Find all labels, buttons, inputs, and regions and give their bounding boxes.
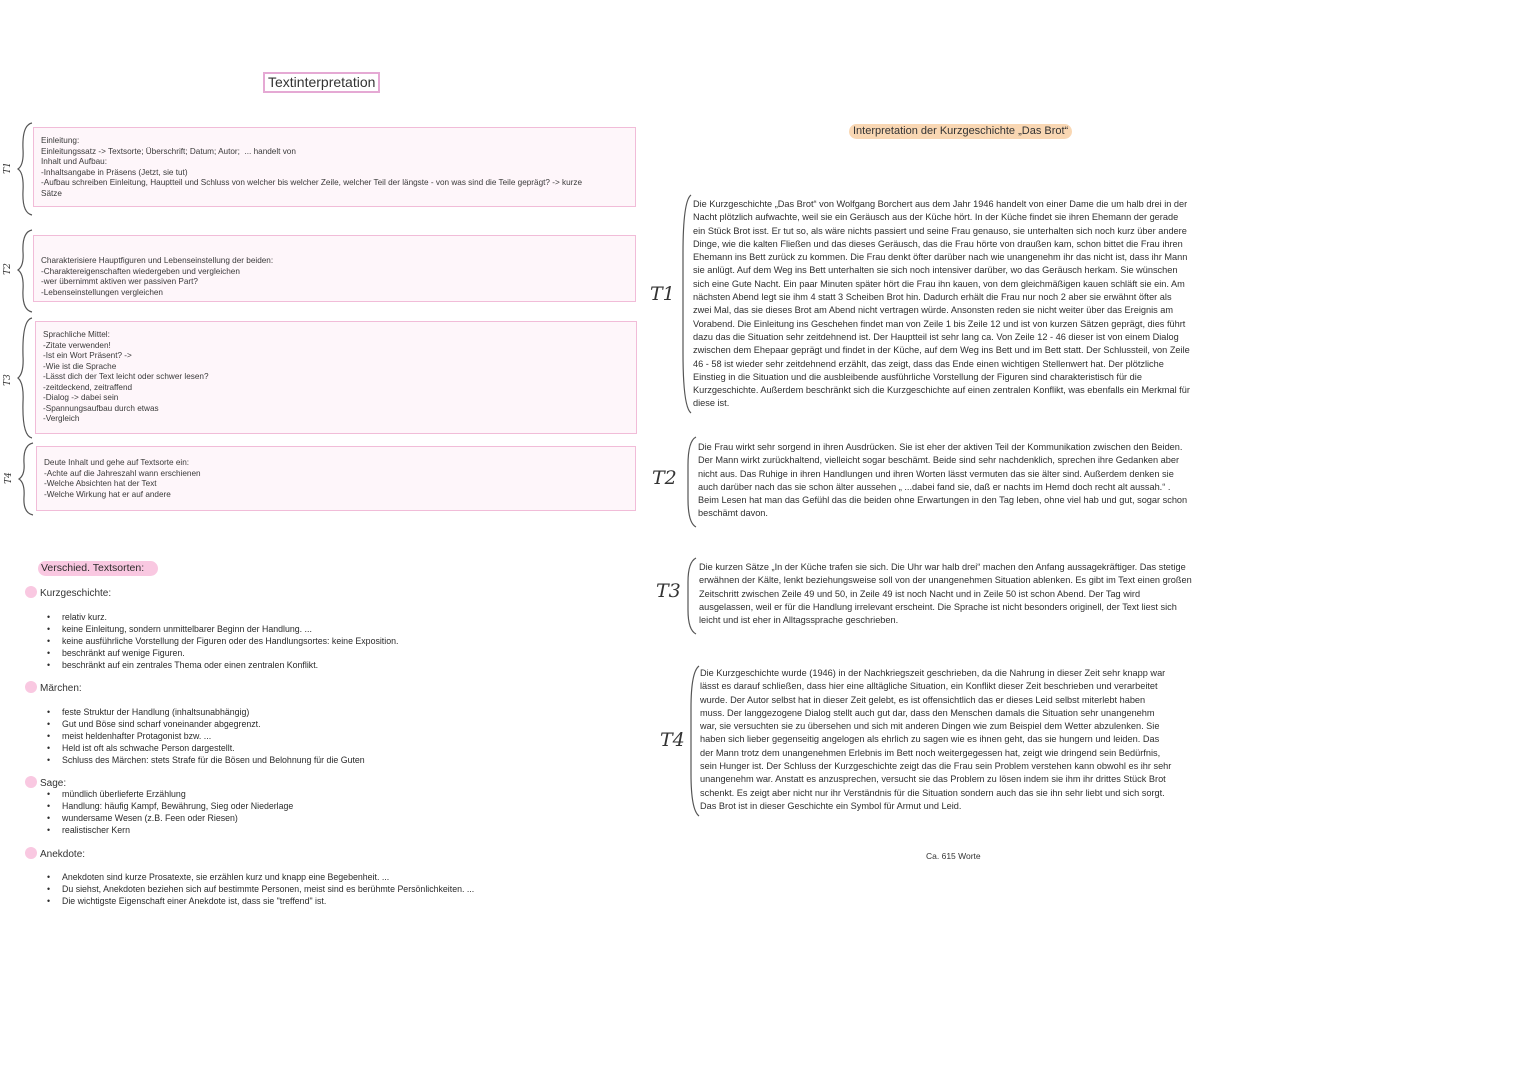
para-line: wurde. Der Autor selbst hat in dieser Zeit gelebt, es ist offensichtlich das er dieses Leid selbst miterlebt haben [700, 694, 1146, 705]
list-item: • beschränkt auf ein zentrales Thema oder einen zentralen Konflikt. [47, 659, 398, 671]
list-kurzgeschichte [47, 611, 398, 671]
box-line: -zeitdeckend, zeitraffend [43, 382, 133, 392]
list-item: • meist heldenhafter Protagonist bzw. ... [47, 730, 365, 742]
box-line: -Achte auf die Jahreszahl wann erschienen [44, 468, 201, 478]
para-line: nächsten Abend legt sie ihm 4 statt 3 Scheiben Brot hin. Dadurch erhält die Frau nur noch 2 aber sie erwähnt öfter als [693, 292, 1172, 303]
para-line: zwischen dem Ehepaar geprägt und findet in der Küche, auf dem Weg ins Bett und im Bett statt. Der Schlussteil, von Zeile [693, 345, 1190, 356]
brace-p2 [684, 435, 698, 529]
para-line: leicht und ist eher in Alltagssprache geschrieben. [699, 615, 899, 626]
para-line: Zeitschritt zwischen Zeile 49 und 50, in Zeile 49 ist noch Nacht und in Zeile 50 ist schon Abend. Der Tag wird [699, 588, 1141, 599]
textsorten-title: Verschied. Textsorten: [38, 561, 158, 576]
list-item: • Handlung: häufig Kampf, Bewährung, Sieg oder Niederlage [47, 800, 293, 812]
list-item: • Gut und Böse sind scharf voneinander abgegrenzt. [47, 718, 365, 730]
box-line: Sprachliche Mittel: [43, 330, 110, 339]
section-maerchen-head: Märchen: [40, 683, 82, 694]
box-line: Sätze [41, 188, 62, 198]
para-line: Dinge, wie die kalten Fließen und das dieses Geräusch, das die Frau hörte von draußen kam, schon bittet die Frau ihren [693, 238, 1183, 249]
para-line: Die Kurzgeschichte „Das Brot“ von Wolfgang Borchert aus dem Jahr 1946 handelt von einer Dame die um halb drei in der [693, 199, 1188, 209]
tag-t4-handwritten: T4 [660, 729, 685, 751]
tag-t2-handwritten: T2 [652, 467, 677, 489]
para-line: Ehemann ins Bett zurück zu kommen. Die Frau denkt öfter darüber nach wie unangenehm ihr das nicht ist, dass ihr Mann [693, 252, 1188, 263]
para-line: auch darüber nach das sie schon älter aussehen „ ...dabei fand sie, daß er nachts im Hemd doch recht alt aussah.“ . [698, 481, 1171, 492]
para-line: zwei Mal, das sie dieses Brot am Abend nicht vertragen würde. Ansonsten reden sie nicht weiter über das Ereignis am [693, 305, 1174, 316]
page-title: Textinterpretation [263, 72, 380, 93]
para-line: unangenehm war. Anstatt es anzusprechen, versucht sie das Problem zu lösen indem sie ihm ihr drittes Stück Brot [700, 774, 1166, 785]
box-line: -Wie ist die Sprache [43, 361, 117, 371]
bullet-dot-anekdote [25, 847, 37, 859]
box-deutung [36, 446, 636, 511]
tag-t2-label: T2 [2, 263, 13, 275]
para-line: schenkt. Es zeigt aber nicht nur ihr Verständnis für die Situation sondern auch das sie ihn sehr liebt und sich sorgt. [700, 787, 1165, 798]
box-line: Einleitungssatz -> Textsorte; Überschrift; Datum; Autor; ... handelt von [41, 146, 296, 156]
para-line: dazu das die Situation sehr zeitdehnend ist. Der Hauptteil ist sehr lang ca. Von Zeile 12 - 46 dieser ist von einem Dialog [693, 331, 1179, 342]
box-line: Deute Inhalt und gehe auf Textsorte ein: [44, 458, 190, 467]
box-line: -Zitate verwenden! [43, 340, 111, 350]
para-line: Der Mann wirkt zurückhaltend, vielleicht sogar beschämt. Beide sind sehr nachdenklich, sprechen ihre Gedanken aber [698, 455, 1180, 466]
list-item: • feste Struktur der Handlung (inhaltsunabhängig) [47, 706, 365, 718]
box-line: -Ist ein Wort Präsent? -> [43, 351, 132, 360]
list-item: • Du siehst, Anekdoten beziehen sich auf bestimmte Personen, meist sind es berühmte Persönlichkeiten. ... [47, 883, 474, 895]
para-line: Kurzgeschichte. Außerdem beschränkt sich die Kurzgeschichte auf einen zentralen Konflikt, was ebenfalls ein Merkmal für [693, 385, 1190, 396]
para-line: sie anlügt. Auf dem Weg ins Bett unterhalten sie sich noch intensiver darüber, wo das Geräusch herkam. Sie wünschen [693, 265, 1178, 276]
para-line: Die Frau wirkt sehr sorgend in ihren Ausdrücken. Sie ist eher der aktiven Teil der Kommunikation zwischen den Beiden. [698, 442, 1183, 452]
bullet-dot-kurzgeschichte [25, 586, 37, 598]
list-item: • Die wichtigste Eigenschaft einer Anekdote ist, dass sie "treffend" ist. [47, 895, 474, 907]
list-item: • mündlich überlieferte Erzählung [47, 788, 293, 800]
box-line: -Welche Absichten hat der Text [44, 479, 157, 488]
list-item: • wundersame Wesen (z.B. Feen oder Riesen) [47, 812, 293, 824]
list-anekdote [47, 871, 474, 907]
box-line: -Charaktereigenschaften wiedergeben und vergleichen [41, 266, 240, 276]
brace-t4 [16, 441, 36, 517]
section-sage-head: Sage: [40, 778, 67, 789]
box-line: -Spannungsaufbau durch etwas [43, 403, 159, 413]
tag-t3-label: T3 [2, 374, 13, 386]
para-line: 46 - 58 ist wieder sehr zeitdehnend erzählt, das zeigt, dass das Ende einen wichtigen Stellenwert hat. Der plötzliche [693, 358, 1164, 369]
interpretation-title: Interpretation der Kurzgeschichte „Das Brot“ [849, 124, 1072, 139]
section-kurzgeschichte-head: Kurzgeschichte: [40, 588, 112, 599]
para-line: beschämt davon. [698, 508, 768, 519]
list-item: • keine ausführliche Vorstellung der Figuren oder des Handlungsortes: keine Exposition. [47, 635, 398, 647]
para-line: der Mann trotz dem unangenehmen Erlebnis im Bett noch weitergegessen hat, zeigt wie dringend sein Bedürfnis, [700, 747, 1161, 758]
brace-t3 [15, 316, 35, 440]
list-item: • Schluss des Märchen: stets Strafe für die Bösen und Belohnung für die Guten [47, 754, 365, 766]
list-item: • relativ kurz. [47, 611, 398, 623]
box-line: -Welche Wirkung hat er auf andere [44, 489, 171, 499]
tag-t3-handwritten: T3 [656, 580, 681, 602]
paragraph-t4 [700, 667, 1240, 813]
box-line: -Aufbau schreiben Einleitung, Hauptteil und Schluss von welcher bis welcher Zeile, welcher Teil der längste - von was sind die Teile geprägt? -> kurze [41, 178, 583, 187]
box-line: -Vergleich [43, 414, 80, 423]
brace-t1 [15, 121, 35, 217]
box-line: -wer übernimmt aktiven wer passiven Part? [41, 277, 198, 286]
bullet-dot-maerchen [25, 681, 37, 693]
para-line: Das Brot ist in dieser Geschichte ein Symbol für Armut und Leid. [700, 800, 962, 811]
box-line: -Lässt dich der Text leicht oder schwer lesen? [43, 372, 209, 381]
list-item: • beschränkt auf wenige Figuren. [47, 647, 398, 659]
box-line: Einleitung: [41, 136, 80, 145]
list-item: • realistischer Kern [47, 824, 293, 836]
tag-t1-handwritten: T1 [650, 283, 675, 305]
box-charakterisierung [33, 235, 636, 302]
para-line: Beim Lesen hat man das Gefühl das die beiden ohne Erwartungen in den Tag leben, ohne viel hab und gut, sogar schon [698, 495, 1188, 506]
list-item: • keine Einleitung, sondern unmittelbarer Beginn der Handlung. ... [47, 623, 398, 635]
box-line: -Lebenseinstellungen vergleichen [41, 287, 163, 297]
para-line: muss. Der langgezogene Dialog stellt auch gut dar, dass den Menschen damals die Situation sehr unangenehm [700, 707, 1155, 718]
brace-p4 [687, 664, 701, 818]
para-line: diese ist. [693, 398, 730, 409]
para-line: nicht aus. Das Ruhige in ihren Handlungen und ihren Worten lässt vermuten das sie älter sind. Außerdem denken sie [698, 468, 1174, 479]
para-line: war, sie versuchten sie zu übersehen und sich mit anderen Dingen wie zum Beispiel dem Wetter abzulenken. Sie [700, 721, 1160, 732]
para-line: Vorabend. Die Einleitung ins Geschehen findet man von Zeile 1 bis Zeile 12 und ist von kurzen Sätzen geprägt, dies führt [693, 318, 1186, 329]
box-sprachliche-mittel [35, 321, 637, 434]
para-line: ein Stück Brot isst. Er tut so, als wäre nichts passiert und seine Frau genauso, sie unterhalten sich noch kurz über andere [693, 225, 1187, 236]
para-line: haben sich lieber gegenseitig angelogen als ehrlich zu sagen wie es ihnen geht, das sie hungern und leiden. Das [700, 734, 1160, 745]
box-line: Inhalt und Aufbau: [41, 157, 108, 166]
list-sage [47, 788, 293, 836]
para-line: Einstieg in die Situation und die ausbleibende ausführliche Vorstellung der Figuren sind charakteristisch für die [693, 371, 1142, 382]
brace-p1 [679, 193, 693, 415]
paragraph-t3 [699, 561, 1254, 627]
para-line: sich eine Gute Nacht. Ein paar Minuten später hört die Frau ihn kauen, von dem gleichmäßigen kauen schläft sie ein. Am [693, 278, 1185, 289]
bullet-dot-sage [25, 776, 37, 788]
para-line: lässt es darauf schließen, dass hier eine alltägliche Situation, ein Konflikt dieser Zeit beschrieben und verarbeitet [700, 681, 1158, 692]
list-maerchen [47, 706, 365, 766]
brace-t2 [15, 228, 35, 314]
para-line: Die kurzen Sätze „In der Küche trafen sie sich. Die Uhr war halb drei“ machen den Anfang aussagekräftiger. Das stetige [699, 562, 1186, 572]
tag-t1-label: T1 [2, 162, 13, 174]
paragraph-t2 [698, 441, 1253, 521]
box-einleitung [33, 127, 636, 207]
para-line: sein Hunger ist. Der Schluss der Kurzgeschichte zeigt das die Frau sein Problem verstehen kann obwohl es ihr sehr [700, 761, 1172, 772]
brace-p3 [684, 556, 698, 636]
list-item: • Anekdoten sind kurze Prosatexte, sie erzählen kurz und knapp eine Begebenheit. ... [47, 871, 474, 883]
paragraph-t1 [693, 198, 1253, 411]
section-anekdote-head: Anekdote: [40, 849, 86, 860]
para-line: Die Kurzgeschichte wurde (1946) in der Nachkriegszeit geschrieben, da die Nahrung in dieser Zeit sehr knapp war [700, 668, 1166, 678]
box-line: -Dialog -> dabei sein [43, 393, 119, 402]
para-line: Nacht plötzlich aufwachte, weil sie ein Geräusch aus der Küche hört. In der Küche findet sie ihren Ehemann der gerade [693, 212, 1179, 223]
box-line: -Inhaltsangabe in Präsens (Jetzt, sie tut) [41, 167, 188, 177]
para-line: erwähnen der Kälte, lenkt beziehungsweise soll von der unangenehmen Situation ablenken. Es gibt im Text einen großen [699, 575, 1192, 586]
list-item: • Held ist oft als schwache Person dargestellt. [47, 742, 365, 754]
word-count: Ca. 615 Worte [926, 851, 981, 861]
tag-t4-label: T4 [3, 472, 14, 484]
para-line: ausgelassen, weil er für die Handlung irrelevant erscheint. Die Sprache ist nicht besonders originell, der Text liest sich [699, 601, 1177, 612]
box-line: Charakterisiere Hauptfiguren und Lebenseinstellung der beiden: [41, 256, 274, 265]
